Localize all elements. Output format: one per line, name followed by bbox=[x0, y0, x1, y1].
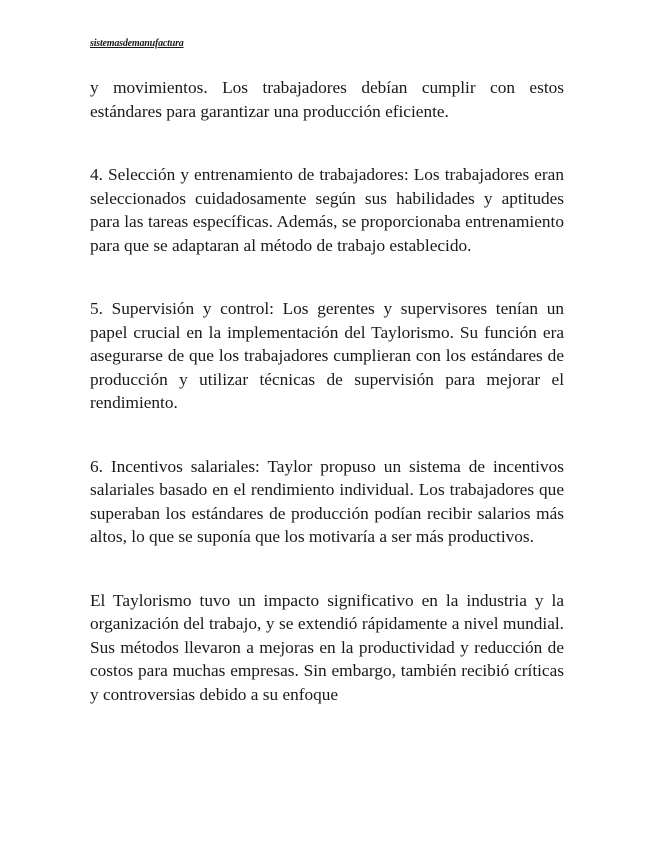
paragraph-item-5: 5. Supervisión y control: Los gerentes y supervisores tenían un papel crucial en la implementación del Taylorismo. Su función era asegurarse de que los trabajadores cumplieran con los estándares de producción y utilizar técnicas de supervisión para mejorar el rendimiento. bbox=[90, 299, 564, 412]
document-body bbox=[90, 76, 564, 706]
paragraph-item-6: 6. Incentivos salariales: Taylor propuso un sistema de incentivos salariales basado en el rendimiento individual. Los trabajadores que superaban los estándares de producción podían recibir salarios más altos, lo que se suponía que los motivaría a ser más productivos. bbox=[90, 456, 564, 546]
paragraph-item-4: 4. Selección y entrenamiento de trabajadores: Los trabajadores eran seleccionados cuidadosamente según sus habilidades y aptitudes para las tareas específicas. Además, se proporcionaba entrenamiento para que se adaptaran al método de trabajo establecido. bbox=[90, 165, 564, 255]
paragraph-continuation: y movimientos. Los trabajadores debían cumplir con estos estándares para garantizar una producción eficiente. bbox=[90, 78, 564, 121]
page-header: sistemasdemanufactura bbox=[90, 38, 184, 49]
paragraph-conclusion: El Taylorismo tuvo un impacto significativo en la industria y la organización del trabajo, y se extendió rápidamente a nivel mundial. Sus métodos llevaron a mejoras en la productividad y reducción de costos para muchas empresas. Sin embargo, también recibió críticas y controversias debido a su enfoque bbox=[90, 590, 564, 704]
